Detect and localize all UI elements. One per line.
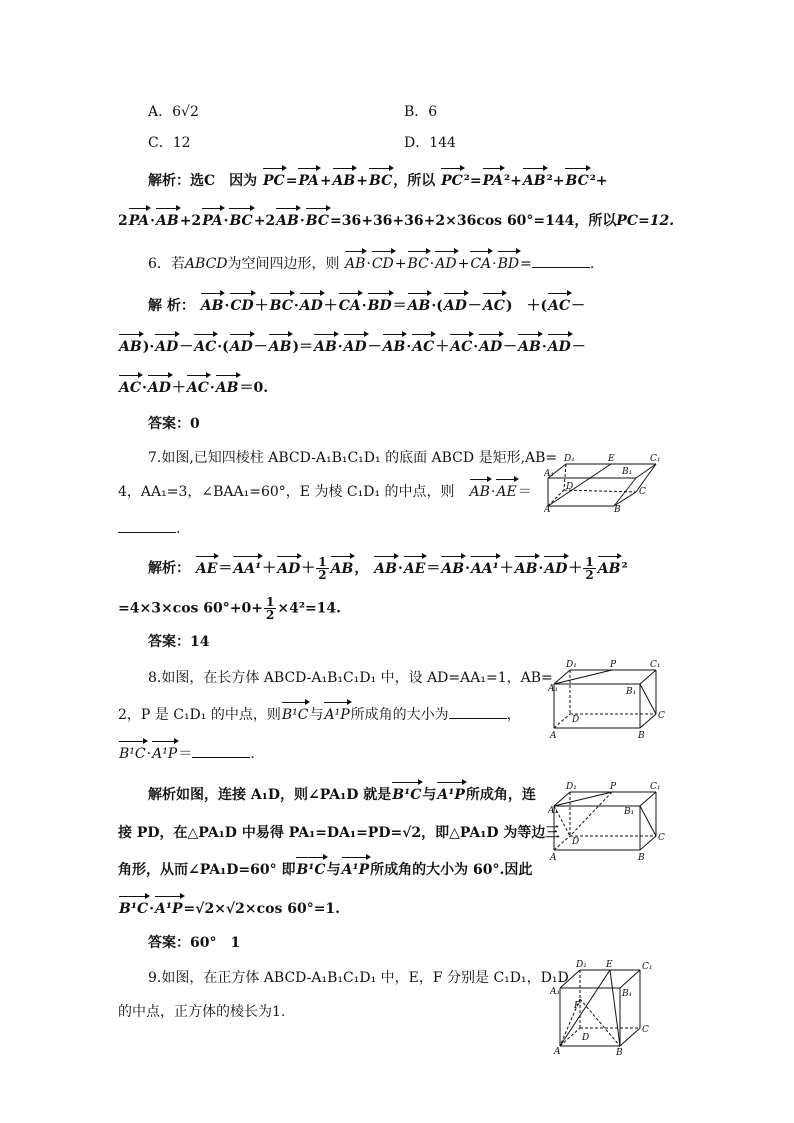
q7-figure [544, 452, 664, 514]
q7-label-d1: D₁ [564, 454, 575, 464]
q9-stem-line1: 9.如图，在正方体 ABCD-A₁B₁C₁D₁ 中，E，F 分别是 C₁D₁，D₁D [148, 970, 569, 986]
q7-stem-line3: . [118, 518, 180, 539]
q7-label-b: B [614, 505, 621, 514]
option-b: B．6 [404, 104, 438, 120]
q8-dot-blank [192, 743, 250, 758]
option-a: A．6√2 [148, 104, 199, 120]
q7-label-c: C [639, 487, 646, 497]
q9-label-f: F [574, 1001, 581, 1011]
q8f2-label-a: A [550, 853, 557, 862]
option-d: D．144 [404, 135, 456, 151]
q8f2-label-b: B [638, 853, 645, 862]
q5-analysis-line1: 解析：选C 因为 PC=PA+AB+BC，所以 PC²=PA²+AB²+BC²+ [148, 173, 608, 189]
q9-label-d: D [582, 1033, 590, 1043]
q8f2-label-p: P [610, 782, 617, 792]
q8f2-label-b1: B₁ [624, 807, 635, 817]
q8-analysis-line4: B¹C·A¹P=√2×√2×cos 60°=1. [119, 901, 341, 917]
q8-stem-line2: 2，P 是 C₁D₁ 的中点，则B¹C与A¹P所成角的大小为 ， [118, 704, 521, 725]
q9-label-a1: A₁ [550, 987, 561, 997]
q8f2-label-c1: C₁ [650, 782, 661, 792]
q8f1-label-c1: C₁ [650, 660, 661, 670]
q8-stem-line3: B¹C·A¹P＝ . [118, 743, 255, 764]
q9-label-b: B [616, 1048, 623, 1056]
q9-figure [550, 960, 660, 1056]
q6-answer-blank [532, 253, 590, 268]
q9-label-c1: C₁ [642, 962, 653, 972]
q9-label-d1: D₁ [576, 960, 587, 970]
q8f2-label-d: D [572, 837, 580, 847]
q9-label-e: E [606, 960, 613, 970]
q9-label-b1: B₁ [622, 989, 633, 999]
q6-analysis-line3: AC·AD＋AC·AB＝0. [119, 380, 269, 396]
q8f1-label-a: A [550, 731, 557, 740]
q9-stem-line2: 的中点，正方体的棱长为1. [118, 1004, 286, 1020]
q8-analysis-line1: 解析如图，连接 A₁D，则∠PA₁D 就是B¹C与A¹P所成角，连 [148, 787, 536, 803]
q8-figure-1 [548, 660, 668, 740]
q8-analysis-line3: 角形，从而∠PA₁D=60° 即B¹C与A¹P所成角的大小为 60°.因此 [118, 862, 533, 878]
q8f1-label-a1: A₁ [548, 684, 559, 694]
q8f1-label-d1: D₁ [566, 660, 577, 670]
option-c: C．12 [148, 135, 191, 151]
q8f2-label-d1: D₁ [566, 782, 577, 792]
q5-analysis-line2: 2PA·AB+2PA·BC+2AB·BC=36+36+36+2×36cos 60°=144，所以PC=12. [118, 213, 675, 229]
q7-label-c1: C₁ [650, 454, 661, 464]
q6-analysis-line2: AB)·AD－AC·(AD－AB)＝AB·AD－AB·AC＋AC·AD－AB·AD－ [119, 339, 586, 355]
q7-analysis-line2: =4×3×cos 60°+0+ $\frac{1}{2}$ ×4²=14. [118, 595, 342, 622]
q6-stem: 6．若ABCD为空间四边形，则 AB·CD+BC·AD+CA·BD= . [148, 253, 594, 274]
q6-analysis-line1: 解 析： AB·CD＋BC·AD＋CA·BD＝AB·(AD－AC) ＋(AC－ [148, 298, 586, 314]
q7-answer-blank [118, 518, 176, 533]
q7-stem-line2: 4，AA₁=3，∠BAA₁=60°，E 为棱 C₁D₁ 的中点，则 AB·AE＝ [118, 484, 532, 500]
q8f2-label-c: C [658, 833, 665, 843]
q8f1-label-c: C [658, 711, 665, 721]
q8f1-label-b: B [638, 731, 645, 740]
q8-figure-2 [548, 782, 668, 862]
q8f1-label-d: D [572, 715, 580, 725]
q8-angle-blank [449, 704, 507, 719]
q7-stem-line1: 7.如图,已知四棱柱 ABCD-A₁B₁C₁D₁ 的底面 ABCD 是矩形,AB= [148, 450, 558, 466]
q7-answer: 答案：14 [148, 634, 210, 650]
q7-label-e: E [608, 454, 615, 464]
q8-answer: 答案：60° 1 [148, 935, 241, 951]
q6-answer: 答案：0 [148, 416, 200, 432]
q7-label-b1: B₁ [622, 467, 633, 477]
q8f1-label-p: P [610, 660, 617, 670]
q7-analysis-line1: 解析： AE＝AA¹＋AD＋ $\frac{1}{2}$ AB， AB·AE＝AB·AA¹＋AB·AD＋ $\frac{1}{2}$ AB² [148, 555, 628, 582]
q7-label-a1: A₁ [544, 469, 555, 479]
q7-label-d: D [566, 482, 574, 492]
q9-label-c: C [642, 1025, 649, 1035]
q7-label-a: A [544, 505, 551, 514]
q8f1-label-b1: B₁ [626, 687, 637, 697]
q8f2-label-a1: A₁ [548, 806, 559, 816]
q8-analysis-line2: 接 PD，在△PA₁D 中易得 PA₁=DA₁=PD=√2，即△PA₁D 为等边三 [118, 825, 560, 841]
q9-label-a: A [554, 1047, 561, 1056]
q8-stem-line1: 8.如图，在长方体 ABCD-A₁B₁C₁D₁ 中，设 AD=AA₁=1，AB= [148, 670, 553, 686]
